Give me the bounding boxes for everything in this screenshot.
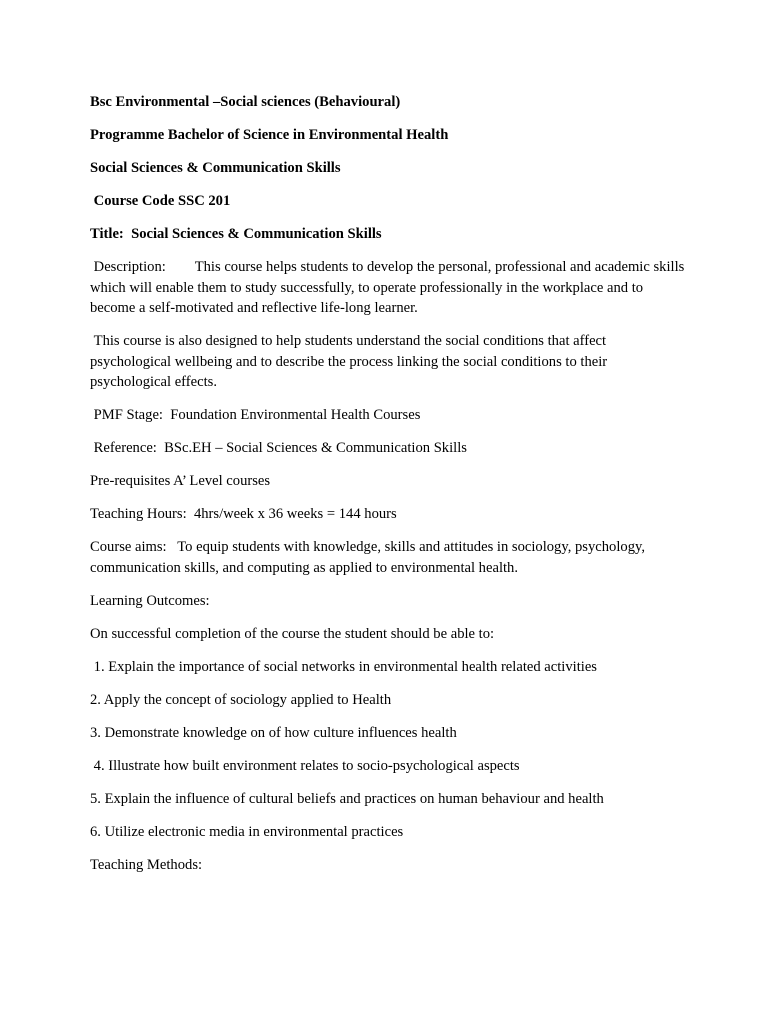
course-title-heading: Title: Social Sciences & Communication Skills bbox=[90, 226, 382, 242]
prerequisites-line: Pre-requisites A’ Level courses bbox=[90, 473, 271, 489]
course-name-heading: Social Sciences & Communication Skills bbox=[90, 160, 341, 176]
degree-heading: Bsc Environmental –Social sciences (Behavioural) bbox=[90, 94, 401, 110]
list-item: 6. Utilize electronic media in environmental practices bbox=[90, 823, 404, 840]
list-item: 1. Explain the importance of social networks in environmental health related activities bbox=[90, 658, 597, 675]
description-paragraph: Description: This course helps students to develop the personal, professional and academic skills which will enable them to study successfully, to operate professionally in the workplace and to become a self-motivated and reflective life-long learner. bbox=[90, 259, 688, 316]
description-paragraph-2: This course is also designed to help students understand the social conditions that affect psychological wellbeing and to describe the process linking the social conditions to their psychological effects. bbox=[90, 333, 611, 390]
course-code-heading: Course Code SSC 201 bbox=[90, 193, 231, 209]
list-item: 3. Demonstrate knowledge on of how culture influences health bbox=[90, 724, 457, 741]
programme-heading: Programme Bachelor of Science in Environmental Health bbox=[90, 127, 449, 143]
list-item: 5. Explain the influence of cultural beliefs and practices on human behaviour and health bbox=[90, 790, 604, 807]
learning-outcomes-intro: On successful completion of the course the student should be able to: bbox=[90, 625, 495, 642]
pmf-stage-line: PMF Stage: Foundation Environmental Health Courses bbox=[90, 407, 421, 423]
list-item: 4. Illustrate how built environment relates to socio-psychological aspects bbox=[90, 757, 520, 774]
learning-outcomes-heading: Learning Outcomes: bbox=[90, 592, 210, 609]
course-aims-paragraph: Course aims: To equip students with knowledge, skills and attitudes in sociology, psychology, communication skills, and computing as applied to environmental health. bbox=[90, 539, 649, 576]
reference-line: Reference: BSc.EH – Social Sciences & Communication Skills bbox=[90, 440, 467, 456]
list-item: 2. Apply the concept of sociology applied to Health bbox=[90, 691, 392, 708]
teaching-hours-line: Teaching Hours: 4hrs/week x 36 weeks = 144 hours bbox=[90, 506, 397, 522]
document-page bbox=[90, 92, 690, 888]
teaching-methods-heading: Teaching Methods: bbox=[90, 856, 203, 873]
